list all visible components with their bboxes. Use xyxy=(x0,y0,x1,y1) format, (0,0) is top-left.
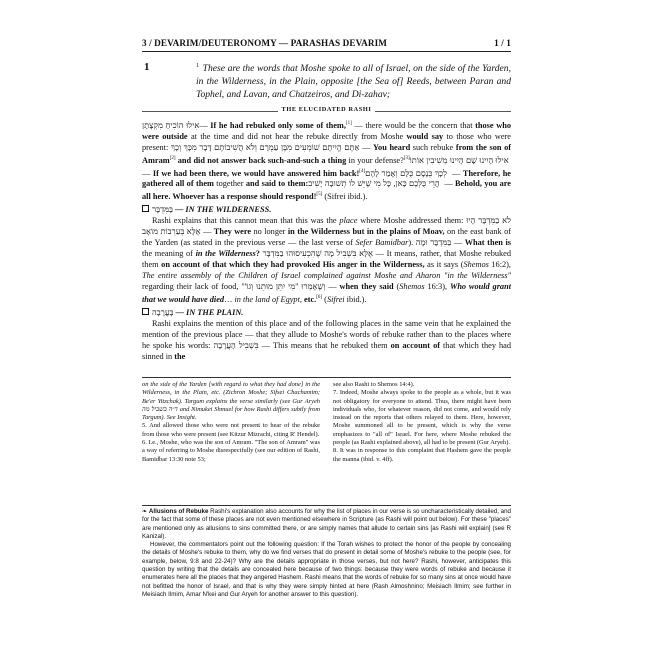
bold-text: on account of xyxy=(390,340,440,350)
text: — xyxy=(199,120,211,130)
hebrew-lemma: וְשֶׁאָמְרוּ "מִי יִתֵּן מוּתֵנוּ וְגוֹ'" xyxy=(241,282,326,292)
text: — This means that he rebuked them xyxy=(258,340,391,350)
footnote-ref: [5] xyxy=(316,192,323,198)
italic-text: Sefer Bamidbar xyxy=(355,238,409,248)
hebrew-lemma: אִילוּ הָיִינוּ שָׁם הָיִינוּ מְשִׁיבִין אוֹתוֹ xyxy=(409,155,511,165)
italic-text: The entire assembly of the Children of Israel complained against Moshe and Aharon "in the Wilderness" xyxy=(142,271,511,281)
footnote-5: 5. And allowed those who were not present to hear of the rebuke from those who were present (see Kitzur Mizrachi, citing R' Hendel). xyxy=(142,422,320,438)
bold-text: in the Wilderness but in the plains of Moav, xyxy=(287,227,445,237)
footnote-ref: [3] xyxy=(403,155,410,161)
text: in your defense? xyxy=(346,155,404,165)
text: — xyxy=(142,168,153,178)
text: as it says ( xyxy=(424,260,464,270)
text: that which they had sinned in xyxy=(142,340,511,361)
text: — xyxy=(200,227,214,237)
bold-text: etc. xyxy=(304,294,317,304)
bold-text: on account of that which they had provoked His anger in the Wilderness, xyxy=(161,260,425,270)
insight-rule xyxy=(142,505,511,506)
text: ). xyxy=(408,238,416,248)
text: — xyxy=(359,142,373,152)
verse-number: 1 xyxy=(144,61,150,73)
text: — xyxy=(441,179,456,189)
rashi-paragraph-2 xyxy=(142,215,511,305)
header-page-number: 1 / 1 xyxy=(494,38,511,48)
text: … xyxy=(224,294,235,304)
footnote-ref: [1] xyxy=(345,121,352,126)
text: together xyxy=(213,179,246,189)
bold-italic-text: in the Wilderness xyxy=(195,249,256,259)
bold-text: They were xyxy=(213,227,252,237)
footnotes-left-column xyxy=(142,381,320,464)
bold-text: If he had rebuked only some of them, xyxy=(210,120,346,130)
dibbur-hamaschil-2 xyxy=(142,307,511,318)
italic-text: in the land of Egypt xyxy=(234,294,300,304)
footnote-6: 6. I.e., Moshe, who was the son of Amram. "The son of Amram" was a way of referring to Moshe disrespectfully (see our edition of Rashi, Bamidbar 13:30 note 53; xyxy=(142,439,320,463)
text: ( xyxy=(393,282,400,292)
footnote-ref: [2] xyxy=(169,155,176,161)
text: — It means, rather, that Moshe rebuked them xyxy=(142,249,512,270)
bold-text: What then is xyxy=(464,238,512,248)
bold-text: Therefore, he gathered all of them xyxy=(142,168,511,189)
footnote-ref: [4] xyxy=(359,168,366,174)
text: at the time and did not hear the rebuke directly from Moshe xyxy=(187,131,407,141)
text: (Sifrei ibid.). xyxy=(322,192,368,202)
insight-icon: ❧ xyxy=(142,508,148,515)
text: ibid.). xyxy=(344,294,367,304)
section-title: THE ELUCIDATED RASHI xyxy=(278,106,376,113)
insight-paragraph-1 xyxy=(142,508,511,541)
text: 16:3), xyxy=(424,282,450,292)
bold-text: from the son of Amram xyxy=(142,142,512,165)
insight-paragraph-2: However, the commentators point out the following question: If the Torah wishes to protect the honor of the people by concealing the details of Moshe's rebuke to them, why do we find verses that do present in detail some of Moshe's rebuke to the people (see, for example, below, 9:8 and 22-24)? Why are the details appropriate in those verses, but not here? Rashi, however, anticipates this question by writing that the details are concealed here because of two things: because they were words of rebuke and because it enumerates here all the places that they angered Hashem. Rashi means that the words of rebuke for so many sins at once would have not befitted the honor of Israel, and that is why they were simply hinted at here (Rash Almoshnino; Meisiach Ilmim; see further in Meisiach Ilmim, Amar N'kei and Gur Aryeh for another answer to this question). xyxy=(142,541,511,598)
text: Rashi explains the mention of this place and of the following places in the same vein that he explained the mention of the previous place — that they allude to Moshe's words of rebuke rather than to the places where he spoke his words: xyxy=(142,318,511,350)
italic-text: Shemos xyxy=(463,260,489,270)
italic-text: Sifrei xyxy=(326,294,345,304)
text: — there would be the concern that xyxy=(351,120,476,130)
text: Rashi explains that this cannot mean that this was the xyxy=(152,216,340,226)
section-divider xyxy=(142,105,511,117)
footnote-ref: [6] xyxy=(316,295,323,301)
square-bullet-icon xyxy=(142,308,149,315)
hebrew-lemma: וּמָה xyxy=(415,238,428,248)
footnote-6-continued: see also Rashi to Shemos 14:4). xyxy=(333,381,415,388)
hebrew-lemma: בִּשְׁבִיל הָעֲרָבָה xyxy=(213,340,259,350)
dibbur-hamaschil-1 xyxy=(142,204,511,215)
hebrew-lemma: לֹא בַמִּדְבָּר הָיוּ אֶלָּא בְּעַרְבוֹת מוֹאָב xyxy=(142,216,512,237)
italic-text: Shemos xyxy=(399,282,425,292)
header-title: 3 / DEVARIM/DEUTERONOMY — PARASHAS DEVARIM xyxy=(142,38,388,48)
text: — xyxy=(451,238,465,248)
text: the meaning of xyxy=(142,249,196,259)
hebrew-lemma: בַּמִּדְבָּר xyxy=(152,205,173,215)
heading-text: — IN THE PLAIN. xyxy=(175,307,244,317)
section-title-wrap xyxy=(142,106,511,113)
italic-text: place xyxy=(339,216,358,226)
text: — xyxy=(325,282,340,292)
text: ( xyxy=(322,294,327,304)
hebrew-lemma: לְכָךְ כְּנָסָם כֻּלָּם וְאָמַר לָהֶם xyxy=(365,168,450,178)
square-bullet-icon xyxy=(142,205,149,212)
bold-text: If we had been there, we would have answered him back! xyxy=(152,168,360,178)
footnotes-right-column xyxy=(333,381,511,464)
verse-text xyxy=(196,60,511,101)
footnote-8: 8. It was in response to this complaint that Hashem gave the people the manna (ibid. v. 4ff). xyxy=(333,447,511,463)
footnote-continued xyxy=(142,381,320,422)
text: such rebuke xyxy=(410,142,456,152)
insight-title: Allusions of Rebuke xyxy=(148,508,209,515)
text: where Moshe addressed them: xyxy=(357,216,464,226)
text: on the east bank of the Yarden (as stated in the previous verse — the last verse of xyxy=(142,227,511,248)
insight-box xyxy=(142,508,511,599)
insight-text-1: Rashi's explanation also accounts for why the list of places in our verse is so uncharacteristically detailed, and for the fact that some of these places are not even mentioned elsewhere in Scripture (as Rashi will point out below). For these "places" are mentioned only as allusions to sins committed there, or are simply names that allude to certain sins [as Rashi will explain] (see R Kanizal). xyxy=(142,508,511,540)
running-header xyxy=(142,38,511,52)
footnote-7: 7. Indeed, Moshe always spoke to the people as a whole, but it was not obligatory for everyone to attend. Thus, there might have been individuals who, for whatever reason, did not come, and would rely instead on the reports that others relayed to them. Here, however, Moshe summoned all to be present, which is why the verse emphasizes to "all of" Israel. For here, where Moshe rebuked the people (as Rashi explained above), all had to be present (Gur Aryeh). xyxy=(333,389,511,447)
bold-text: when they said xyxy=(339,282,394,292)
text: , xyxy=(299,294,305,304)
text: no longer xyxy=(251,227,288,237)
text: — xyxy=(449,168,463,178)
hebrew-lemma: אִילוּ הוֹכִיחַ מִקְצָתָן xyxy=(142,120,200,130)
bold-text: the xyxy=(174,351,186,361)
footnotes-rule xyxy=(142,377,511,378)
rashi-paragraph-3 xyxy=(142,318,511,362)
bold-text: You heard xyxy=(372,142,411,152)
bold-text: those who were outside xyxy=(142,120,511,141)
text: to those who were present: xyxy=(142,131,511,152)
rashi-paragraph-1 xyxy=(142,118,511,202)
bold-text: would say xyxy=(406,131,444,141)
hebrew-lemma: בָּעֲרָבָה xyxy=(152,307,174,317)
heading-text: — IN THE WILDERNESS. xyxy=(175,205,272,215)
hebrew-lemma: אֶלָּא בִּשְׁבִיל מָה שֶׁהִכְעִיסוּהוּ בַמִּדְבָּר xyxy=(262,249,373,259)
verse-sup: 1 xyxy=(196,63,199,69)
bold-italic-text: Who would grant that we would have died xyxy=(142,282,511,304)
bold-text: and did not answer back such-and-such a thing xyxy=(175,155,347,165)
hebrew-lemma: בַּמִּדְבָּר xyxy=(430,238,452,248)
text: regarding their lack of food, xyxy=(142,282,242,292)
footnote-text: on the side of the Yarden [with regard to what they had done] in the Wilderness, in the Plain, etc. (Zichron Moshe; Sifsei Chachamim; Be'er Yitzchak). Targum explains the verse similarly (see Gur Aryeh ד״ה בשביל מה and Nimukei Shmuel for how Rashi differs subtly from Targum). See Insight. xyxy=(142,381,320,422)
rashi-commentary xyxy=(142,118,511,362)
hebrew-lemma: אַתֶּם הֱיִיתֶם שׁוֹמְעִים מִבֶּן עַמְרָם וְלֹא הֲשִׁיבוֹתֶם דָּבָר מִכָּךְ וְכָךְ xyxy=(170,142,360,152)
bold-text: Behold, you are all here. Whoever has a response should respond! xyxy=(142,179,511,202)
bold-text: ? xyxy=(255,249,263,259)
verse-body: These are the words that Moshe spoke to all of Israel, on the side of the Yarden, in the Wilderness, in the Plain, opposite [the Sea of] Reeds, between Paran and Tophel, and Lavan, and Chatzeiros, and Di-zahav; xyxy=(196,63,511,101)
header-rule xyxy=(142,51,511,52)
hebrew-lemma: הֲרֵי כֻּלְּכֶם כָּאן, כָּל מִי שֶׁיֵּשׁ לוֹ תְשׁוּבָה יָשִׁיב xyxy=(308,179,442,189)
bold-text: and said to them: xyxy=(245,179,309,189)
text: 16:2), xyxy=(488,260,511,270)
